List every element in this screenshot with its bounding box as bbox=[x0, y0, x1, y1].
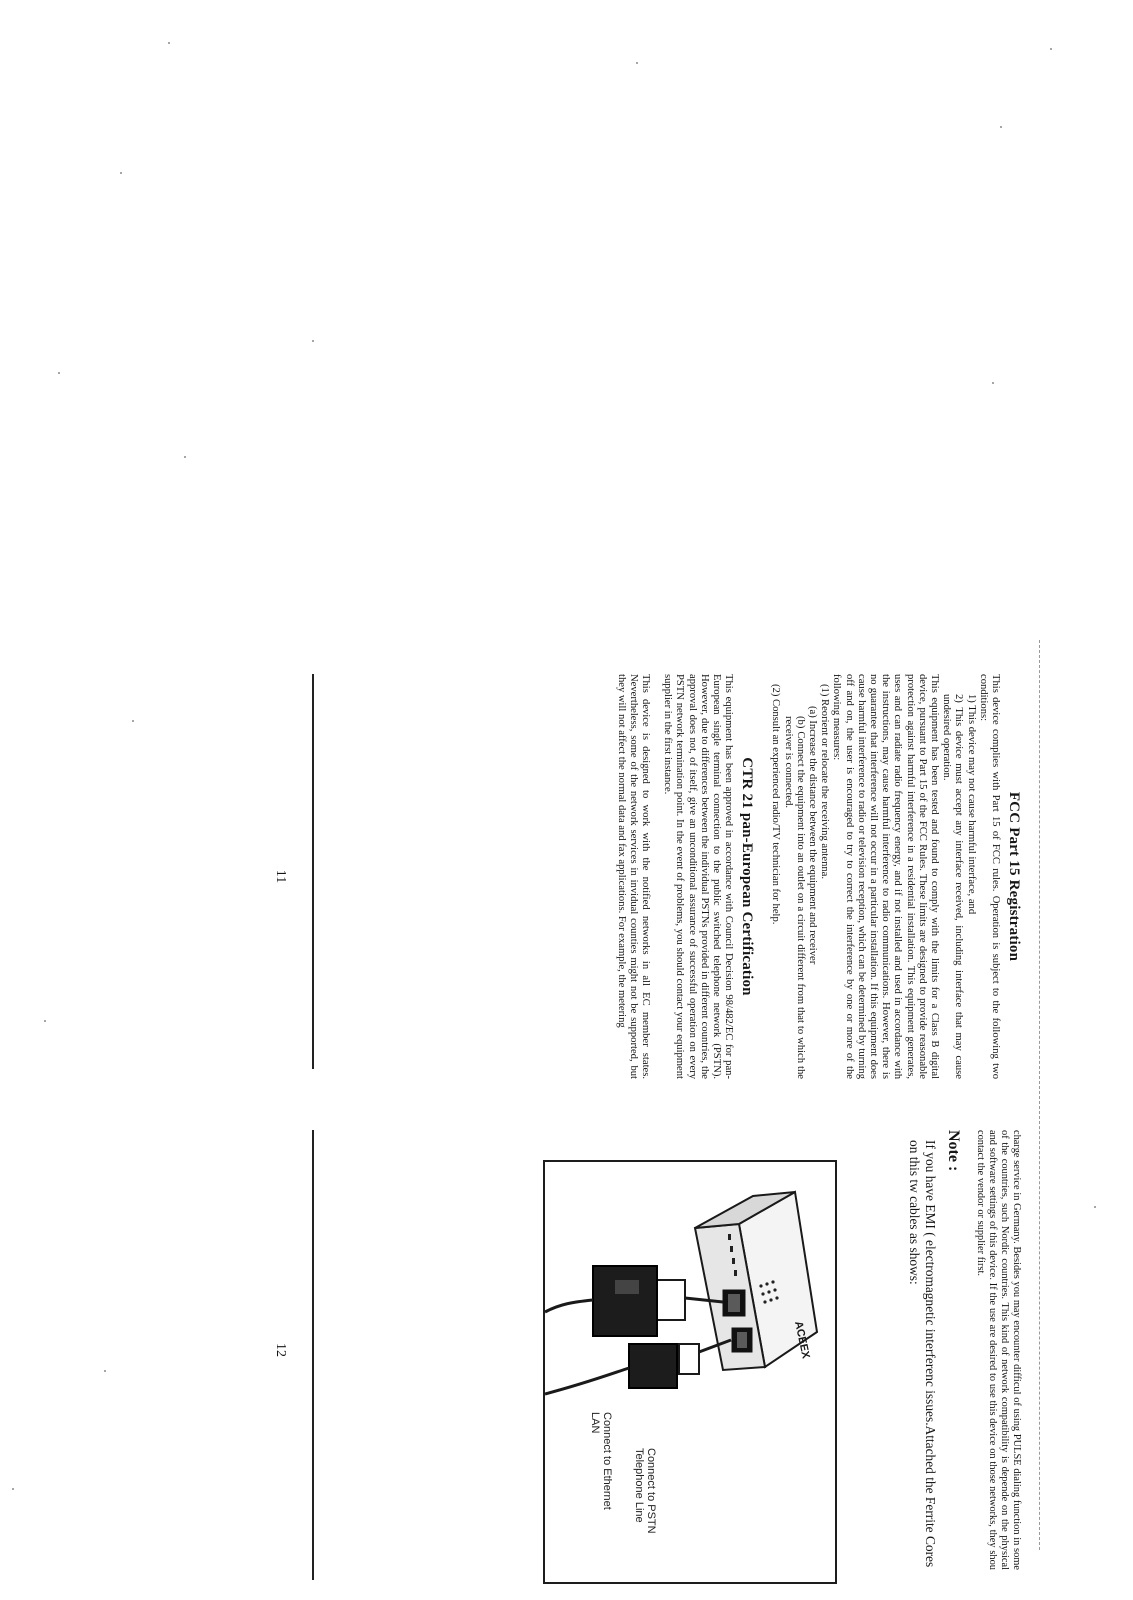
fcc-measure-1a: (a) Increase the distance between the equipment and receiver bbox=[806, 706, 818, 965]
fcc-condition-1: 1) This device may not cause harmful interface, and bbox=[965, 694, 977, 915]
scan-speck bbox=[1094, 1206, 1096, 1208]
page-12 bbox=[272, 1130, 1022, 1570]
fcc-measure-1b: (b) Connect the equipment into an outlet on a circuit different from that to which the receiver is connected. bbox=[782, 716, 806, 1079]
fcc-class-b-paragraph: This equipment has been tested and found to comply with the limits for a Class B digital device, pursuant to Part 15 of the FCC Rules. These limits are designed to provide reasonable protection against harmful interference in a residential installation. This equipment generates, uses and can radiate radio frequency energy, and if not installed and used in accordance with the instructions, may cause harmful interference to radio communications. However, there is no guarantee that interference will not occur in a particular installation. If this equipment does cause harmful interference to radio or television reception, which can be determined by turning off and on, the user is encouraged to try to correct the interference by one or more of the following measures: bbox=[831, 674, 940, 1079]
page-number: 12 bbox=[273, 1343, 288, 1357]
ferrite-core-pstn-icon bbox=[629, 1344, 677, 1388]
label-connect-lan: Connect to Ethernet LAN bbox=[589, 1412, 613, 1510]
ctr21-section-title: CTR 21 pan-European Certification bbox=[739, 757, 756, 996]
fcc-measure-1: (1) Reorient or relocate the receiving antenna. bbox=[819, 684, 831, 880]
fcc-intro-paragraph: This device complies with Part 15 of FCC rules. Operation is subject to the following two conditions: bbox=[977, 674, 1001, 1079]
scan-speck bbox=[992, 382, 994, 384]
page-footer-rule bbox=[312, 674, 314, 1069]
manual-spread bbox=[220, 640, 1040, 1590]
ctr21-paragraph-2: This device is designed to work with the notified networks in all EC member states. Nevertheless, some of the network services in invidual counties might not be supported, but they will not affect the normal data and fax applications. For example, the metering bbox=[615, 674, 651, 1079]
page-number: 11 bbox=[273, 869, 288, 884]
fcc-condition-2: 2) This device must accept any interface received, including interface that may cause undesired operation. bbox=[941, 694, 965, 1079]
scan-speck bbox=[12, 1488, 14, 1490]
scan-speck bbox=[1000, 126, 1002, 128]
scan-speck bbox=[132, 720, 134, 722]
device-brand-label: ACEEX bbox=[792, 1320, 812, 1360]
page-footer-rule bbox=[312, 1130, 314, 1580]
page-11 bbox=[272, 674, 1022, 1079]
scan-speck bbox=[184, 456, 186, 458]
scan-speck bbox=[636, 62, 638, 64]
scan-speck bbox=[312, 340, 314, 342]
scan-speck bbox=[1050, 48, 1052, 50]
ethernet-plug-icon bbox=[545, 1266, 723, 1336]
modem-device-icon bbox=[695, 1192, 817, 1370]
phone-plug-icon bbox=[545, 1340, 731, 1394]
ferrite-core-lan-icon bbox=[593, 1266, 657, 1336]
page-edge-dashed-line bbox=[1039, 640, 1040, 1550]
scan-speck bbox=[104, 1370, 106, 1372]
label-connect-pstn: Connect to PSTN Telephone Line bbox=[633, 1448, 657, 1534]
scan-speck bbox=[168, 42, 170, 44]
network-compatibility-paragraph: charge service in Germany. Besides you may encounter difficul of using PULSE dialing function in some of the countries, such Nordic countries. This kind of network compatibility is depende on the physical and software settings of this device. If the use are desired to use this device on those networks, they shou contact the vendor or supplier first. bbox=[975, 1130, 1022, 1570]
ferrite-core-figure bbox=[543, 1160, 837, 1584]
fcc-section-title: FCC Part 15 Registration bbox=[1006, 791, 1022, 962]
scan-speck bbox=[120, 172, 122, 174]
note-body: If you have EMI ( electromagnetic interferenc issues.Attached the Ferrite Cores on this tw cables as shows: bbox=[907, 1140, 938, 1568]
ctr21-paragraph-1: This equipment has been approved in accordance with Council Decision 98/482/EC for pan-European single terminal connection to the public switched telephone network (PSTN). However, due to differences between the individual PSTNs provided in different countries, the approval does not, of itself, give an unconditional assurance of successful operation on every PSTN network termination point. In the event of problems, you should contact your equipment supplier in the first instance. bbox=[662, 674, 735, 1079]
scan-speck bbox=[58, 372, 60, 374]
note-title: Note : bbox=[945, 1130, 962, 1172]
fcc-measure-2: (2) Consult an experienced radio/TV technician for help. bbox=[770, 684, 782, 925]
scan-speck bbox=[44, 1020, 46, 1022]
